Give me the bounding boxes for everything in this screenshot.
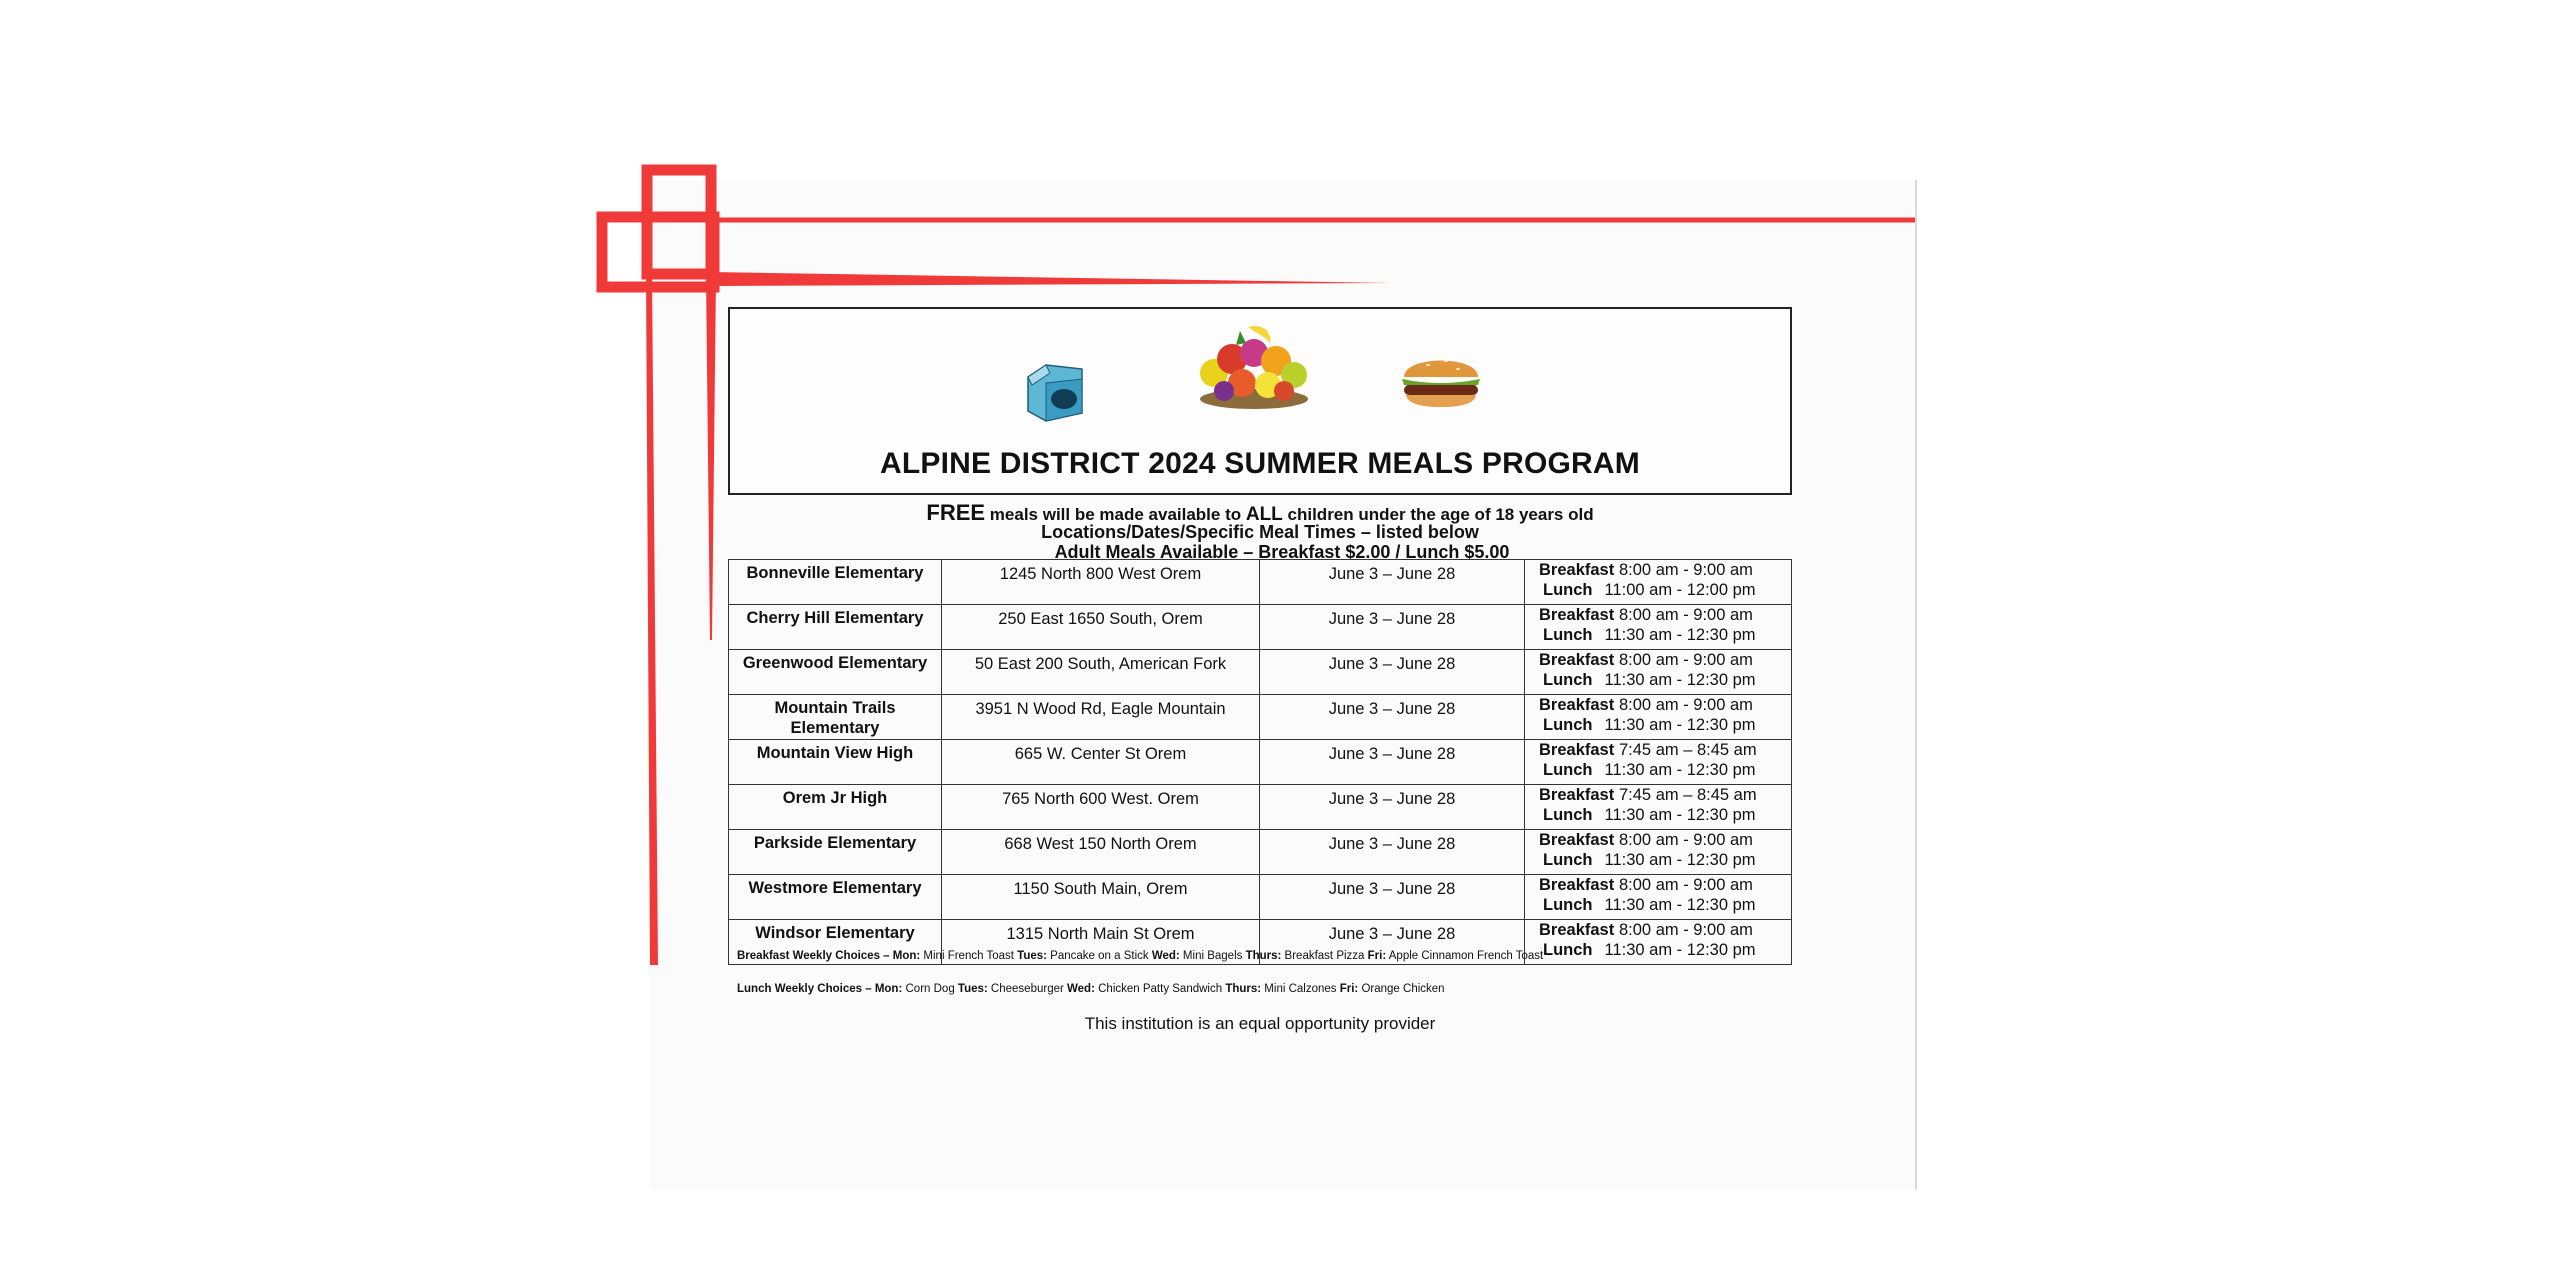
breakfast-mon: Mini French Toast [920,950,1018,962]
breakfast-tues-label: Tues: [1017,950,1047,962]
lunch-time-line [1539,760,1791,780]
meal-times [1525,695,1792,740]
breakfast-time-line [1539,740,1791,760]
service-dates: June 3 – June 28 [1260,560,1525,605]
lunch-label: Lunch [1543,671,1593,689]
breakfast-label: Breakfast [1539,831,1615,849]
breakfast-time-line [1539,920,1791,940]
service-dates: June 3 – June 28 [1260,830,1525,875]
lunch-time-line [1539,625,1791,645]
school-name: Orem Jr High [729,785,942,830]
breakfast-time-line [1539,875,1791,895]
meal-times [1525,920,1792,965]
service-dates: June 3 – June 28 [1260,740,1525,785]
school-name: Windsor Elementary [729,920,942,965]
school-name: Parkside Elementary [729,830,942,875]
breakfast-wed: Mini Bagels [1179,950,1246,962]
equal-opportunity-statement: This institution is an equal opportunity provider [1084,1014,1436,1033]
lunch-time-line [1539,850,1791,870]
meal-times [1525,560,1792,605]
school-address: 668 West 150 North Orem [942,830,1260,875]
lunch-weekly-choices [737,983,1445,995]
school-name: Cherry Hill Elementary [729,605,942,650]
lunch-tues-label: Tues: [957,983,988,995]
free-meals-text-a: meals will be made available to [985,505,1246,524]
meal-times [1525,875,1792,920]
breakfast-time: 8:00 am - 9:00 am [1619,921,1753,939]
breakfast-wed-label: Wed: [1151,950,1180,962]
breakfast-label: Breakfast [1539,786,1615,804]
table-row [729,785,1792,830]
school-address: 1315 North Main St Orem [942,920,1260,965]
lunch-fri-label: Fri: [1339,983,1359,995]
breakfast-time: 8:00 am - 9:00 am [1619,606,1753,624]
breakfast-thurs-label: Thurs: [1245,950,1282,962]
breakfast-fri: Apple Cinnamon French Toast [1386,950,1544,962]
lunch-label: Lunch [1543,761,1593,779]
adult-meals-line: Adult Meals Available – Breakfast $2.00 / Lunch $5.00 [1054,542,1510,562]
breakfast-label: Breakfast [1539,561,1615,579]
lunch-time-line [1539,940,1791,960]
breakfast-label: Breakfast [1539,876,1615,894]
meal-times [1525,650,1792,695]
lunch-choices-heading: Lunch Weekly Choices – Mon: [737,983,903,995]
table-row [729,650,1792,695]
service-dates: June 3 – June 28 [1260,650,1525,695]
lunch-label: Lunch [1543,941,1593,959]
free-word: FREE [926,500,986,525]
service-dates: June 3 – June 28 [1260,920,1525,965]
lunch-time: 11:30 am - 12:30 pm [1604,896,1756,914]
lunch-label: Lunch [1543,806,1593,824]
breakfast-label: Breakfast [1539,921,1615,939]
header-box [728,307,1792,495]
breakfast-time: 7:45 am – 8:45 am [1619,741,1757,759]
fruit-basket-icon [1192,321,1316,413]
lunch-label: Lunch [1543,626,1593,644]
lunch-label: Lunch [1543,851,1593,869]
meal-times [1525,605,1792,650]
lunch-thurs: Mini Calzones [1261,983,1340,995]
table-row [729,875,1792,920]
lunch-thurs-label: Thurs: [1225,983,1262,995]
breakfast-label: Breakfast [1539,606,1615,624]
school-name: Mountain Trails Elementary [729,695,942,740]
breakfast-time-line [1539,605,1791,625]
lunch-time-line [1539,715,1791,735]
table-row [729,605,1792,650]
table-row [729,695,1792,740]
lunch-mon: Corn Dog [902,983,958,995]
breakfast-choices-heading: Breakfast Weekly Choices – Mon: [737,950,921,962]
breakfast-time: 8:00 am - 9:00 am [1619,876,1753,894]
locations-line: Locations/Dates/Specific Meal Times – listed below [1041,522,1479,542]
all-word: ALL [1245,504,1283,525]
service-dates: June 3 – June 28 [1260,605,1525,650]
meal-times [1525,785,1792,830]
breakfast-time-line [1539,560,1791,580]
hamburger-icon [1398,347,1484,413]
meal-times [1525,830,1792,875]
breakfast-time: 8:00 am - 9:00 am [1619,651,1753,669]
school-name: Greenwood Elementary [729,650,942,695]
school-address: 50 East 200 South, American Fork [942,650,1260,695]
school-address: 765 North 600 West. Orem [942,785,1260,830]
breakfast-fri-label: Fri: [1367,950,1387,962]
breakfast-label: Breakfast [1539,741,1615,759]
school-name: Westmore Elementary [729,875,942,920]
lunch-time-line [1539,805,1791,825]
school-address: 1150 South Main, Orem [942,875,1260,920]
lunch-label: Lunch [1543,581,1593,599]
lunch-time-line [1539,895,1791,915]
service-dates: June 3 – June 28 [1260,695,1525,740]
free-meals-text-b: children under the age of 18 years old [1282,505,1594,524]
lunch-time: 11:30 am - 12:30 pm [1604,761,1756,779]
service-dates: June 3 – June 28 [1260,875,1525,920]
breakfast-time: 8:00 am - 9:00 am [1619,831,1753,849]
service-dates: June 3 – June 28 [1260,785,1525,830]
breakfast-time-line [1539,650,1791,670]
lunch-label: Lunch [1543,896,1593,914]
lunch-time: 11:30 am - 12:30 pm [1604,806,1756,824]
school-address: 665 W. Center St Orem [942,740,1260,785]
breakfast-time-line [1539,695,1791,715]
lunch-tues: Cheeseburger [987,983,1068,995]
lunch-time: 11:30 am - 12:30 pm [1604,626,1756,644]
school-address: 1245 North 800 West Orem [942,560,1260,605]
school-name: Bonneville Elementary [729,560,942,605]
breakfast-time: 8:00 am - 9:00 am [1619,696,1753,714]
lunch-label: Lunch [1543,716,1593,734]
table-row [729,560,1792,605]
meal-times [1525,740,1792,785]
breakfast-time: 8:00 am - 9:00 am [1619,561,1753,579]
breakfast-weekly-choices [737,950,1543,962]
lunch-time: 11:30 am - 12:30 pm [1604,671,1756,689]
breakfast-time: 7:45 am – 8:45 am [1619,786,1757,804]
lunch-time: 11:30 am - 12:30 pm [1604,941,1756,959]
breakfast-tues: Pancake on a Stick [1046,950,1152,962]
table-row [729,830,1792,875]
breakfast-label: Breakfast [1539,696,1615,714]
lunch-time: 11:30 am - 12:30 pm [1604,716,1756,734]
breakfast-time-line [1539,830,1791,850]
lunch-time-line [1539,670,1791,690]
school-address: 250 East 1650 South, Orem [942,605,1260,650]
school-address: 3951 N Wood Rd, Eagle Mountain [942,695,1260,740]
lunch-time: 11:00 am - 12:00 pm [1604,581,1756,599]
lunch-wed: Chicken Patty Sandwich [1094,983,1226,995]
school-name: Mountain View High [729,740,942,785]
breakfast-thurs: Breakfast Pizza [1281,950,1368,962]
breakfast-label: Breakfast [1539,651,1615,669]
lunch-fri: Orange Chicken [1358,983,1445,995]
table-row [729,740,1792,785]
lunch-wed-label: Wed: [1067,983,1095,995]
breakfast-time-line [1539,785,1791,805]
program-title: ALPINE DISTRICT 2024 SUMMER MEALS PROGRAM [880,447,1640,480]
lunch-time: 11:30 am - 12:30 pm [1604,851,1756,869]
schedule-table [728,559,1792,965]
lunch-time-line [1539,580,1791,600]
milk-carton-icon [1024,363,1086,423]
